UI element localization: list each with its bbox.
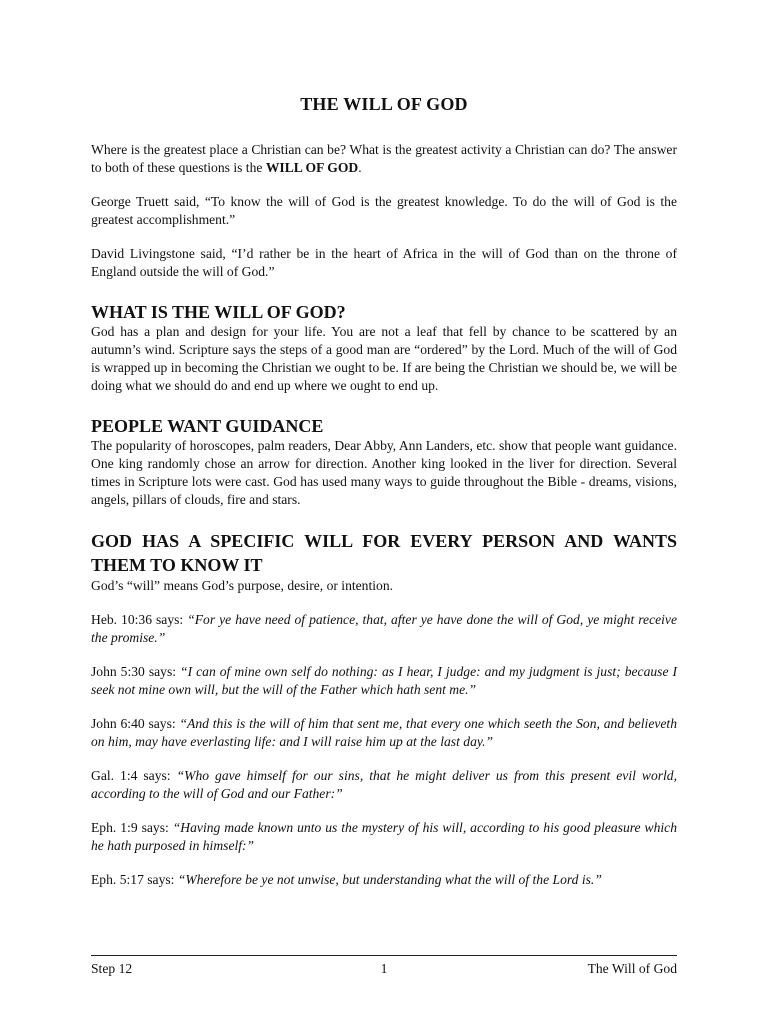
section-heading-what-is: WHAT IS THE WILL OF GOD? bbox=[91, 302, 346, 322]
verse-ref: John 5:30 says: bbox=[91, 664, 181, 679]
verse-john-5-30 bbox=[91, 663, 677, 699]
verse-ref: Heb. 10:36 says: bbox=[91, 612, 188, 627]
section-body-guidance: The popularity of horoscopes, palm readers, Dear Abby, Ann Landers, etc. show that people want guidance. One king randomly chose an arrow for direction. Another king looked in the liver for direction. Several times in Scripture lots were cast. God has used many ways to guide throughout the Bible - dreams, visions, angels, pillars of clouds, fire and stars. bbox=[91, 438, 677, 507]
footer-right: The Will of God bbox=[587, 961, 677, 976]
verse-quote: “For ye have need of patience, that, after ye have done the will of God, ye might receive the promise.” bbox=[91, 612, 677, 645]
section-heading-specific-will: GOD HAS A SPECIFIC WILL FOR EVERY PERSON AND WANTS THEM TO KNOW IT bbox=[91, 531, 677, 575]
section-intro-specific-will: God’s “will” means God’s purpose, desire, or intention. bbox=[91, 578, 394, 593]
verse-quote: “And this is the will of him that sent me, that every one which seeth the Son, and believeth on him, may have everlasting life: and I will raise him up at the last day.” bbox=[91, 716, 678, 749]
verse-gal-1-4 bbox=[91, 767, 677, 803]
page-number: 1 bbox=[380, 961, 388, 976]
footer-left: Step 12 bbox=[91, 961, 133, 976]
verse-quote: “Having made known unto us the mystery of his will, according to his good pleasure which he hath purposed in himself:” bbox=[91, 820, 677, 853]
verse-ref: Eph. 5:17 says: bbox=[91, 872, 178, 887]
section-body-what-is: God has a plan and design for your life. You are not a leaf that fell by chance to be scattered by an autumn’s wind. Scripture says the steps of a good man are “ordered” by the Lord. Much of the will of God is wrapped up in becoming the Christian we ought to be. If are being the Christian we should be, we will be doing what we should do and end up where we ought to end up. bbox=[91, 324, 677, 393]
verse-john-6-40 bbox=[91, 715, 677, 751]
verse-eph-5-17 bbox=[91, 871, 677, 889]
page-footer bbox=[91, 955, 677, 977]
verse-ref: Eph. 1:9 says: bbox=[91, 820, 173, 835]
verse-quote: “Who gave himself for our sins, that he might deliver us from this present evil world, according to the will of God and our Father:” bbox=[91, 768, 677, 801]
verse-ref: John 6:40 says: bbox=[91, 716, 180, 731]
verse-eph-1-9 bbox=[91, 819, 677, 855]
truett-quote: George Truett said, “To know the will of God is the greatest knowledge. To do the will of God is the greatest accomplishment.” bbox=[91, 194, 677, 227]
intro-text: Where is the greatest place a Christian can be? What is the greatest activity a Christian can do? The answer to both of these questions is the bbox=[91, 142, 677, 175]
intro-period: . bbox=[358, 160, 362, 175]
verse-heb-10-36 bbox=[91, 611, 677, 647]
intro-paragraph-1 bbox=[91, 141, 677, 177]
livingstone-quote: David Livingstone said, “I’d rather be in the heart of Africa in the will of God than on the throne of England outside the will of God.” bbox=[91, 246, 677, 279]
intro-bold-phrase: WILL OF GOD bbox=[265, 160, 359, 175]
document-body bbox=[91, 94, 677, 905]
verse-quote: “Wherefore be ye not unwise, but understanding what the will of the Lord is.” bbox=[177, 872, 602, 887]
section-heading-guidance: PEOPLE WANT GUIDANCE bbox=[91, 416, 324, 436]
verse-quote: “I can of mine own self do nothing: as I hear, I judge: and my judgment is just; because I seek not mine own will, but the will of the Father which hath sent me.” bbox=[91, 664, 678, 697]
page-title: THE WILL OF GOD bbox=[300, 94, 468, 114]
verse-ref: Gal. 1:4 says: bbox=[91, 768, 177, 783]
